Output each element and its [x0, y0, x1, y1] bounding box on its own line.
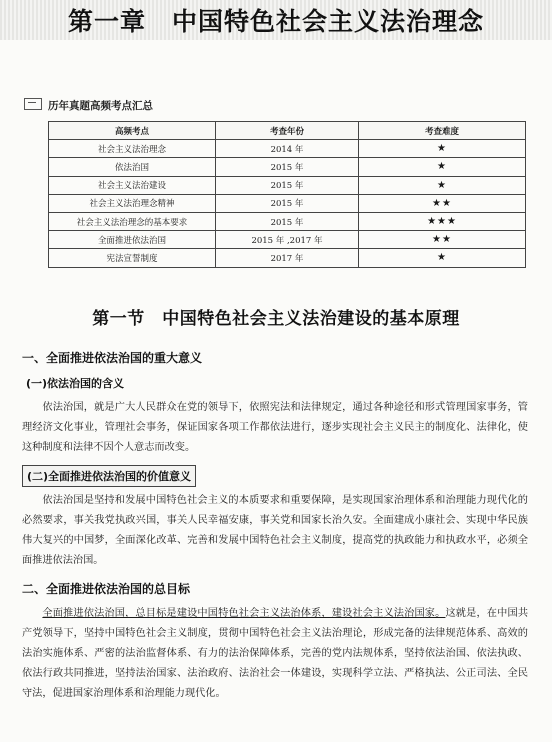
table-cell-difficulty: ★★ [359, 231, 526, 249]
table-cell-year: 2017 年 [215, 249, 358, 267]
table-cell-year: 2015 年 [215, 212, 358, 230]
exam-frequency-table [48, 121, 526, 268]
table-cell-difficulty: ★ [359, 158, 526, 176]
table-cell-year: 2015 年 [215, 194, 358, 212]
table-row [49, 176, 526, 194]
table-header: 考查年份 [215, 122, 358, 140]
part1-sub1-heading: (一)依法治国的含义 [26, 377, 125, 390]
summary-heading [24, 98, 153, 113]
table-cell-topic: 社会主义法治理念 [49, 140, 216, 158]
table-row [49, 140, 526, 158]
part2-heading: 二、全面推进依法治国的总目标 [22, 582, 191, 596]
part1-heading: 一、全面推进依法治国的重大意义 [22, 351, 203, 365]
table-cell-difficulty: ★★ [359, 194, 526, 212]
table-cell-year: 2015 年 ,2017 年 [215, 231, 358, 249]
table-row [49, 194, 526, 212]
part1-sub2-heading: (二)全面推进依法治国的价值意义 [22, 465, 196, 487]
part1-sub1-paragraph: 依法治国，就是广大人民群众在党的领导下，依照宪法和法律规定，通过各种途径和形式管理国家事务，管理经济文化事业，管理社会事务，保证国家各项工作都依法进行，逐步实现社会主义民主的制度化、法律化，使这种制度和法律不因个人意志而改变。 [22, 402, 528, 453]
part1-sub2-paragraph: 依法治国是坚持和发展中国特色社会主义的本质要求和重要保障，是实现国家治理体系和治理能力现代化的必然要求，事关我党执政兴国，事关人民幸福安康，事关党和国家长治久安。全面建成小康社会、实现中华民族伟大复兴的中国梦，全面深化改革、完善和发展中国特色社会主义制度，提高党的执政能力和执政水平，必须全面推进依法治国。 [22, 495, 528, 566]
table-header: 考查难度 [359, 122, 526, 140]
table-row [49, 231, 526, 249]
summary-heading-text: 历年真题高频考点汇总 [48, 100, 153, 112]
table-cell-year: 2015 年 [215, 176, 358, 194]
table-row [49, 158, 526, 176]
part2-key-sentence: 全面推进依法治国，总目标是建设中国特色社会主义法治体系，建设社会主义法治国家。 [42, 608, 446, 619]
table-cell-difficulty: ★ [359, 249, 526, 267]
table-cell-year: 2014 年 [215, 140, 358, 158]
part2-rest-text: 这就是，在中国共产党领导下，坚持中国特色社会主义制度，贯彻中国特色社会主义法治理论，形成完备的法律规范体系、高效的法治实施体系、严密的法治监督体系、有力的法治保障体系，完善的党内法规体系，坚持依法治国、依法执政、依法行政共同推进，坚持法治国家、法治政府、法治社会一体建设，实现科学立法、严格执法、公正司法、全民守法，促进国家治理体系和治理能力现代化。 [22, 608, 529, 699]
summary-box-icon [24, 98, 42, 110]
section-title: 第一节 中国特色社会主义法治建设的基本原理 [92, 309, 460, 329]
table-cell-topic: 社会主义法治建设 [49, 176, 216, 194]
table-cell-topic: 社会主义法治理念的基本要求 [49, 212, 216, 230]
table-cell-topic: 宪法宣誓制度 [49, 249, 216, 267]
table-cell-topic: 全面推进依法治国 [49, 231, 216, 249]
table-cell-topic: 社会主义法治理念精神 [49, 194, 216, 212]
table-row [49, 212, 526, 230]
table-row [49, 249, 526, 267]
table-cell-difficulty: ★ [359, 176, 526, 194]
table-header: 高频考点 [49, 122, 216, 140]
part2-paragraph [22, 604, 528, 704]
table-cell-year: 2015 年 [215, 158, 358, 176]
chapter-title: 第一章 中国特色社会主义法治理念 [67, 7, 484, 36]
table-cell-difficulty: ★★★ [359, 212, 526, 230]
table-header-row [49, 122, 526, 140]
table-cell-difficulty: ★ [359, 140, 526, 158]
table-cell-topic: 依法治国 [49, 158, 216, 176]
